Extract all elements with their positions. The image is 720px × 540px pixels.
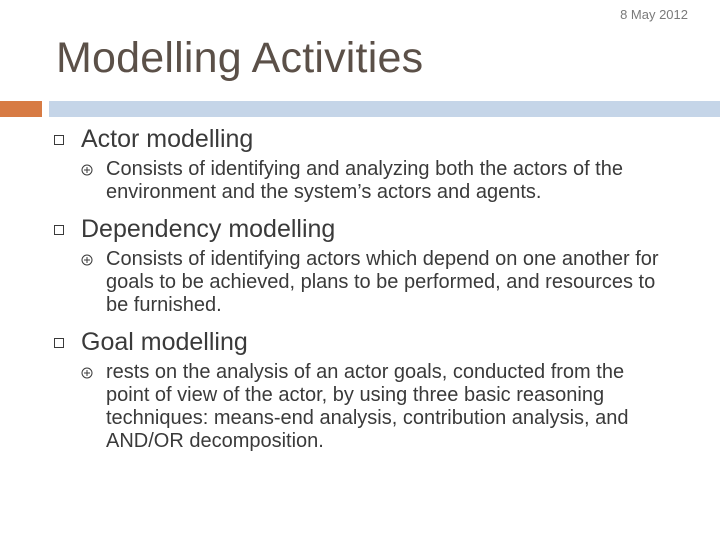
bullet-item [0, 327, 720, 357]
accent-bar-orange [0, 101, 42, 117]
bullet-list [0, 124, 720, 453]
circle-plus-bullet-icon [81, 254, 93, 266]
slide-date: 8 May 2012 [620, 7, 688, 22]
sub-bullet-text: Consists of identifying and analyzing both the actors of the environment and the system’s actors and agents. [106, 158, 623, 203]
sub-bullet-text: Consists of identifying actors which depend on one another for goals to be achieved, plans to be performed, and resources to be furnished. [106, 248, 659, 316]
sub-bullet-item [0, 248, 720, 317]
sub-bullet-item [0, 158, 720, 204]
sub-bullet-text: rests on the analysis of an actor goals, conducted from the point of view of the actor, by using three basic reasoning techniques: means-end analysis, contribution analysis, and AND/OR decomposition. [106, 361, 629, 452]
bullet-heading: Actor modelling [81, 125, 254, 153]
sub-bullet-item [0, 361, 720, 453]
square-bullet-icon [54, 135, 64, 145]
accent-bar-blue [49, 101, 720, 117]
bullet-item [0, 124, 720, 154]
square-bullet-icon [54, 338, 64, 348]
bullet-item [0, 214, 720, 244]
square-bullet-icon [54, 225, 64, 235]
slide-title: Modelling Activities [56, 34, 424, 82]
circle-plus-bullet-icon [81, 164, 93, 176]
circle-plus-bullet-icon [81, 367, 93, 379]
bullet-heading: Goal modelling [81, 328, 248, 356]
bullet-heading: Dependency modelling [81, 215, 336, 243]
